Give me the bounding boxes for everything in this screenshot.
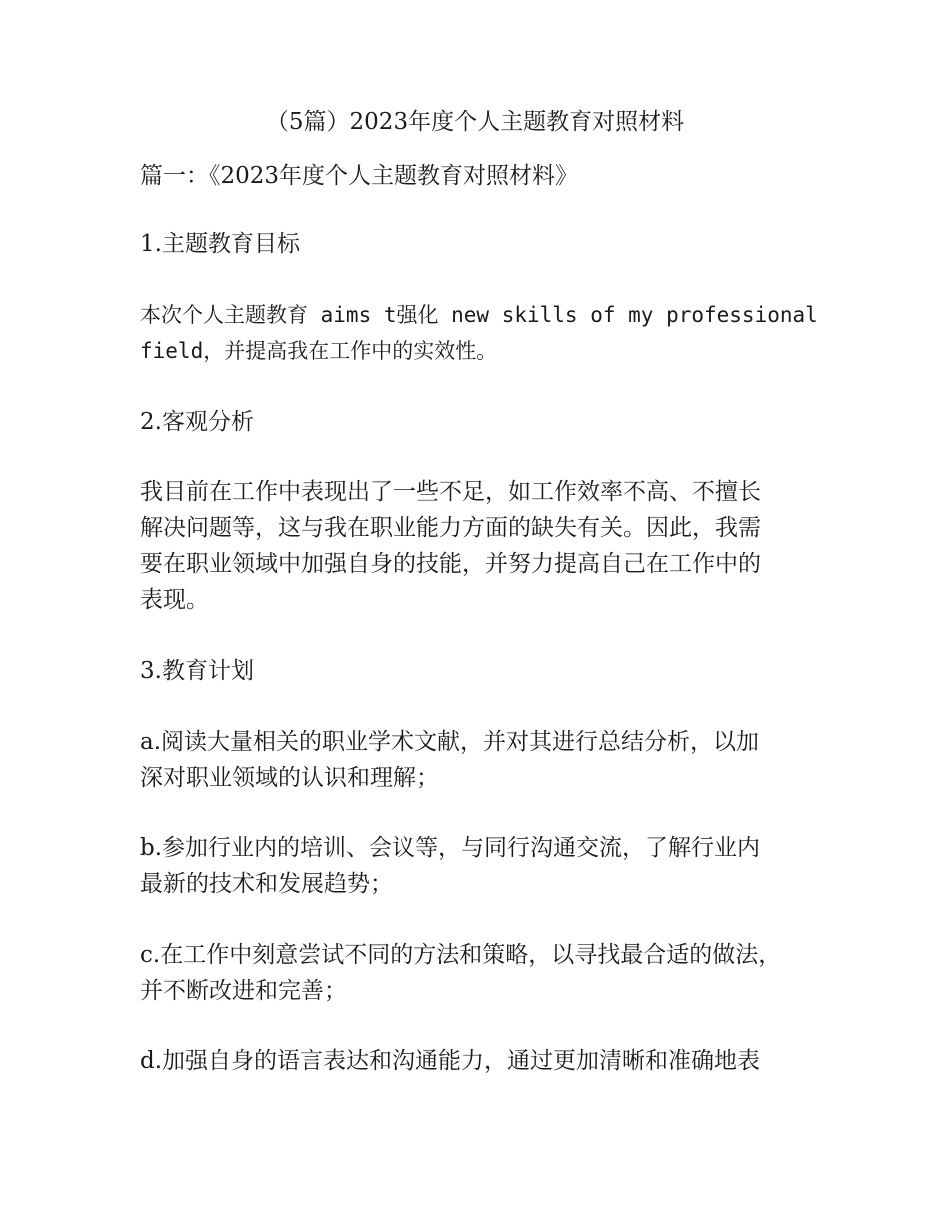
section-heading-plan: 3.教育计划 xyxy=(140,658,254,684)
plan-item-d-line-1: d.加强自身的语言表达和沟通能力，通过更加清晰和准确地表 xyxy=(140,1048,761,1074)
goal-paragraph-line-2: field，并提高我在工作中的实效性。 xyxy=(140,339,498,363)
plan-item-c-line-1: c.在工作中刻意尝试不同的方法和策略，以寻找最合适的做法， xyxy=(140,942,782,968)
goal-paragraph-line-1: 本次个人主题教育 aims t强化 new skills of my professional xyxy=(140,303,818,327)
plan-item-b-line-1: b.参加行业内的培训、会议等，与同行沟通交流，了解行业内 xyxy=(140,835,761,861)
analysis-paragraph-line-4: 表现。 xyxy=(140,587,209,613)
analysis-paragraph-line-1: 我目前在工作中表现出了一些不足，如工作效率不高、不擅长 xyxy=(140,479,761,505)
document-title: （5篇）2023年度个人主题教育对照材料 xyxy=(265,109,685,135)
section-heading-analysis: 2.客观分析 xyxy=(140,409,254,435)
part-heading: 篇一：《2023年度个人主题教育对照材料》 xyxy=(140,163,579,189)
analysis-paragraph-line-3: 要在职业领域中加强自身的技能，并努力提高自己在工作中的 xyxy=(140,551,761,577)
plan-item-a-line-1: a.阅读大量相关的职业学术文献，并对其进行总结分析，以加 xyxy=(140,729,760,755)
plan-item-a-line-2: 深对职业领域的认识和理解； xyxy=(140,765,439,791)
plan-item-b-line-2: 最新的技术和发展趋势； xyxy=(140,871,393,897)
analysis-paragraph-line-2: 解决问题等，这与我在职业能力方面的缺失有关。因此，我需 xyxy=(140,515,761,541)
plan-item-c-line-2: 并不断改进和完善； xyxy=(140,978,347,1004)
section-heading-goal: 1.主题教育目标 xyxy=(140,231,300,257)
